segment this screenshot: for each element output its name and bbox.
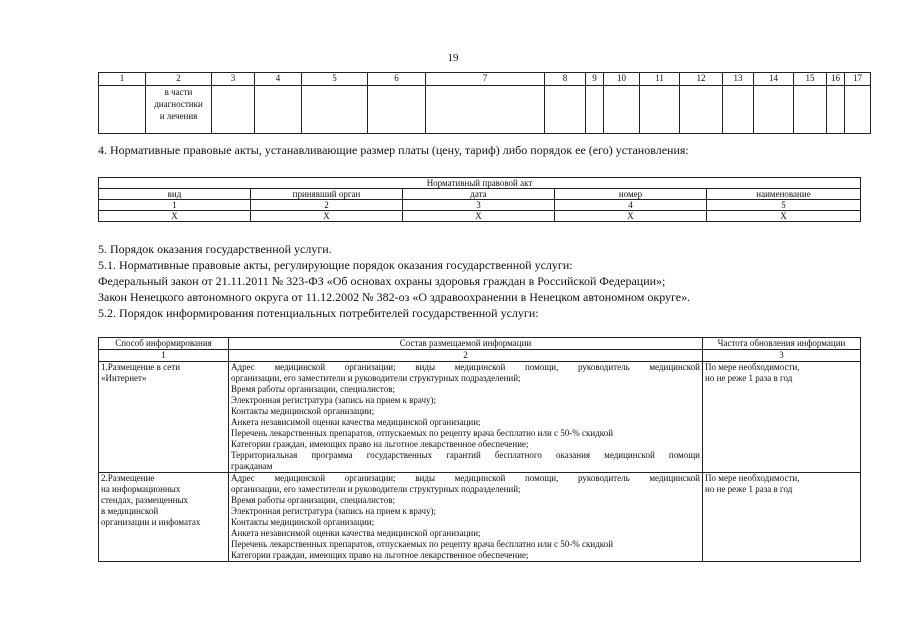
col-number: 11 xyxy=(640,73,680,86)
col-header-date: дата xyxy=(403,189,555,200)
col-header-method: Способ информирования xyxy=(99,338,229,350)
number-row: 1 2 3 4 5 xyxy=(99,200,861,211)
page-number: 19 xyxy=(447,52,459,64)
section-5-2-heading: 5.2. Порядок информирования потенциальных потребителей государственной услуги: xyxy=(98,306,539,320)
method-cell: 2.Размещение на информационных стендах, размещенных в медицинской организации и инфоматах xyxy=(99,473,229,562)
col-header-number: номер xyxy=(555,189,707,200)
column-number-row xyxy=(99,73,871,86)
col-number: 8 xyxy=(545,73,586,86)
frequency-cell: По мере необходимости, но не реже 1 раза в год xyxy=(703,362,861,473)
col-number: 10 xyxy=(604,73,640,86)
col-header-type: вид xyxy=(99,189,251,200)
table-row xyxy=(99,473,861,562)
section-5-heading: 5. Порядок оказания государственной услуги. xyxy=(98,242,332,256)
federal-law-line: Федеральный закон от 21.11.2011 № 323-ФЗ «Об основах охраны здоровья граждан в Российской Федерации»; xyxy=(98,274,666,288)
col-number: 3 xyxy=(212,73,255,86)
col-number: 6 xyxy=(368,73,426,86)
continuation-table xyxy=(98,72,871,134)
col-header-title: наименование xyxy=(707,189,861,200)
frequency-cell: По мере необходимости, но не реже 1 раза в год xyxy=(703,473,861,562)
col-number: 1 xyxy=(99,73,146,86)
col-number: 7 xyxy=(426,73,545,86)
group-header: Нормативный правовой акт xyxy=(99,178,861,189)
col-number: 16 xyxy=(827,73,845,86)
header-row xyxy=(99,189,861,200)
regional-law-line: Закон Ненецкого автономного округа от 11.12.2002 № 382-оз «О здравоохранении в Ненецком автономном округе». xyxy=(98,290,691,304)
table-row xyxy=(99,362,861,473)
col-number: 14 xyxy=(754,73,794,86)
diagnostics-cell: в части диагностики и лечения xyxy=(146,86,212,134)
header-row xyxy=(99,338,861,350)
section-5-1-heading: 5.1. Нормативные правовые акты, регулирующие порядок оказания государственной услуги: xyxy=(98,258,573,272)
col-number: 2 xyxy=(146,73,212,86)
table-row xyxy=(99,86,871,134)
col-number: 15 xyxy=(794,73,827,86)
info-cell: Адрес медицинской организации; виды медицинской помощи, руководитель медицинской организации, его заместители и руководители структурных подразделений; Время работы организации, специалистов; Электронная регистратура (запись на прием к врачу); Контакты медицинской организации; Анкета независимой оценки качества медицинской организации; Перечень лекарственных препаратов, отпускаемых по рецепту врача бесплатно или с 50-% скидкой Категории граждан, имеющих право на льготное лекарственное обеспечение; Территориальная программа государственных гарантий бесплатного оказания медицинской помощи гражданам xyxy=(229,362,703,473)
col-header-content: Состав размещаемой информации xyxy=(229,338,703,350)
legal-acts-table xyxy=(98,177,861,222)
col-header-frequency: Частота обновления информации xyxy=(703,338,861,350)
col-number: 4 xyxy=(255,73,302,86)
section-4-heading: 4. Нормативные правовые акты, устанавливающие размер платы (цену, тариф) либо порядок ее (его) установления: xyxy=(98,143,689,157)
col-number: 13 xyxy=(723,73,754,86)
method-cell: 1.Размещение в сети «Интернет» xyxy=(99,362,229,473)
info-cell: Адрес медицинской организации; виды медицинской помощи, руководитель медицинской организации, его заместители и руководители структурных подразделений; Время работы организации, специалистов; Электронная регистратура (запись на прием к врачу); Контакты медицинской организации; Анкета независимой оценки качества медицинской организации; Перечень лекарственных препаратов, отпускаемых по рецепту врача бесплатно или с 50-% скидкой Категории граждан, имеющих право на льготное лекарственное обеспечение; xyxy=(229,473,703,562)
col-number: 17 xyxy=(845,73,871,86)
col-number: 12 xyxy=(680,73,723,86)
col-header-authority: принявший орган xyxy=(251,189,403,200)
col-number: 9 xyxy=(586,73,604,86)
table-row: Х Х Х Х Х xyxy=(99,211,861,222)
col-number: 5 xyxy=(302,73,368,86)
number-row: 1 2 3 xyxy=(99,350,861,362)
informing-table xyxy=(98,337,861,562)
